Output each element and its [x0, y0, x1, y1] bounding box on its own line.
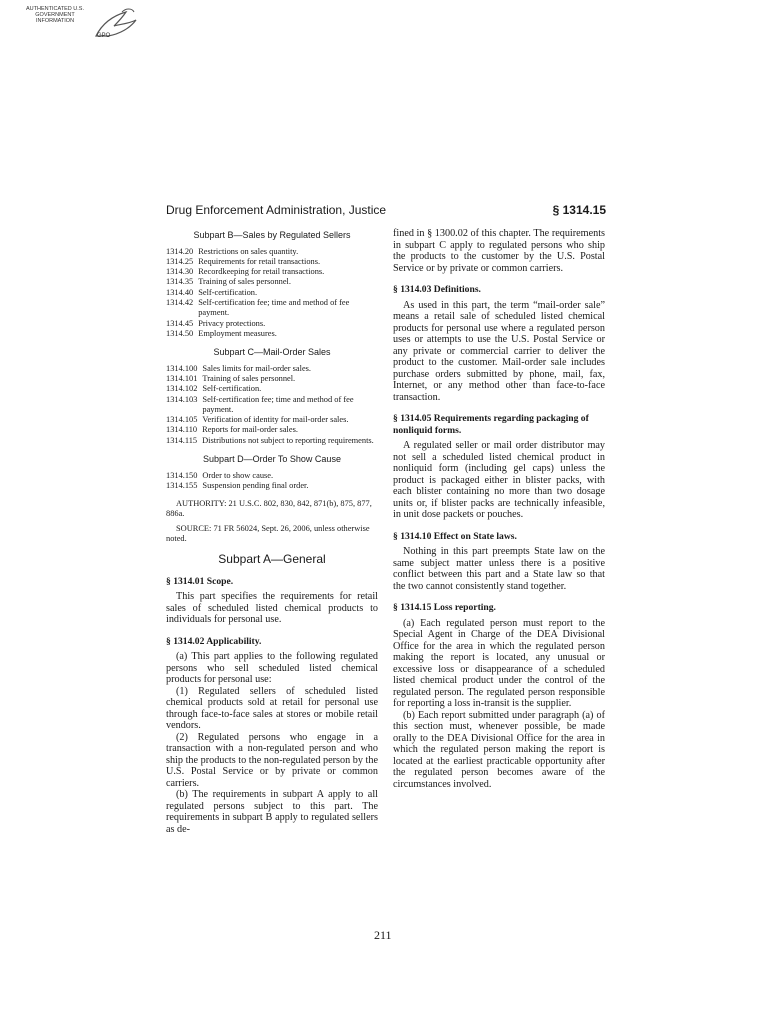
- paragraph-continuation: fined in § 1300.02 of this chapter. The requirements in subpart C apply to regulated persons who ship the products to the customer by the U.S. Postal Service or by private or common carriers.: [393, 228, 605, 274]
- toc-item-title: Self-certification.: [198, 287, 258, 297]
- toc-item-title: Self-certification fee; time and method of fee payment.: [202, 394, 354, 414]
- paragraph: As used in this part, the term “mail-order sale” means a retail sale of scheduled listed chemical products for personal use where a regulated person uses or attempts to use the U.S. Postal Service or any private or commercial carrier to deliver the product to the customer. Mail-order sale includes purchase orders submitted by phone, mail, fax, Internet, or any method other than face-to-face transaction.: [393, 299, 605, 403]
- toc-item: [166, 425, 378, 435]
- toc-item-number: 1314.115: [166, 435, 198, 445]
- toc-item: [166, 415, 378, 425]
- toc-item: [166, 481, 378, 491]
- paragraph: A regulated seller or mail order distributor may not sell a scheduled listed chemical product in nonliquid form (including gel caps) unless the product is packaged either in blister packs, with each blister containing no more than two dosage units or, if blister packs are technically infeasible, in unit dose packets or pouches.: [393, 440, 605, 520]
- toc-item: [166, 364, 378, 374]
- toc-heading: Subpart C—Mail-Order Sales: [213, 347, 331, 358]
- left-column: [166, 228, 378, 835]
- toc-item-number: 1314.150: [166, 470, 198, 480]
- section-heading: § 1314.02 Applicability.: [166, 635, 262, 647]
- paragraph: (a) This part applies to the following regulated persons who sell scheduled listed chemical products for personal use:: [166, 651, 378, 686]
- authentication-seal: [24, 6, 144, 46]
- paragraph: (1) Regulated sellers of scheduled listed chemical products sold at retail for personal use through face-to-face sales at stores or mobile retail vendors.: [166, 685, 378, 732]
- page-number: 211: [374, 928, 392, 942]
- paragraph: (b) The requirements in subpart A apply to all regulated persons subject to this part. The requirements in subpart B apply to regulated sellers as de-: [166, 789, 378, 835]
- section-heading: § 1314.03 Definitions.: [393, 284, 481, 295]
- subpart-a-title: Subpart A—General: [218, 552, 326, 567]
- toc-item-title: Distributions not subject to reporting requirements.: [202, 435, 374, 445]
- toc-item-title: Privacy protections.: [198, 318, 266, 328]
- toc-item: [166, 247, 378, 257]
- toc-subpart-c: [166, 347, 378, 446]
- agency-title: Drug Enforcement Administration, Justice: [166, 203, 387, 217]
- toc-item: [166, 319, 378, 329]
- toc-subpart-d: [166, 454, 378, 491]
- running-head: [166, 203, 606, 219]
- toc-item-title: Order to show cause.: [202, 470, 274, 480]
- toc-item-number: 1314.105: [166, 415, 198, 425]
- section-range: § 1314.15: [552, 203, 606, 217]
- paragraph: Nothing in this part preempts State law on the same subject matter unless there is a positive conflict between this part and a State law so that the two cannot consistently stand together.: [393, 546, 605, 592]
- section-heading: § 1314.05 Requirements regarding packaging of nonliquid forms.: [393, 413, 589, 436]
- toc-item-title: Employment measures.: [198, 328, 277, 338]
- toc-item-title: Self-certification fee; time and method of fee payment.: [198, 297, 350, 318]
- toc-item-number: 1314.100: [166, 363, 198, 373]
- toc-subpart-b: [166, 230, 378, 339]
- toc-item-number: 1314.20: [166, 246, 194, 256]
- seal-text: AUTHENTICATED U.S. GOVERNMENT INFORMATION: [26, 6, 84, 24]
- seal-gpo-label: GPO: [97, 33, 111, 39]
- toc-item-title: Verification of identity for mail-order sales.: [202, 415, 349, 425]
- toc-item-number: 1314.102: [166, 384, 198, 394]
- toc-item-title: Suspension pending final order.: [202, 480, 309, 490]
- toc-item: [166, 288, 378, 298]
- toc-item-title: Self-certification.: [202, 384, 262, 394]
- right-column: [393, 228, 605, 790]
- toc-item-title: Training of sales personnel.: [198, 277, 291, 287]
- toc-item-number: 1314.25: [166, 256, 194, 266]
- toc-item-number: 1314.42: [166, 297, 194, 307]
- toc-heading: Subpart B—Sales by Regulated Sellers: [193, 230, 351, 240]
- section-heading: § 1314.10 Effect on State laws.: [393, 530, 517, 542]
- source-note: SOURCE: 71 FR 56024, Sept. 26, 2006, unless otherwise noted.: [166, 523, 370, 544]
- toc-item: [166, 298, 378, 319]
- toc-item-number: 1314.35: [166, 277, 194, 287]
- toc-item-number: 1314.155: [166, 480, 198, 490]
- toc-item-number: 1314.101: [166, 373, 198, 383]
- toc-item-number: 1314.50: [166, 328, 194, 338]
- toc-item-number: 1314.30: [166, 267, 194, 277]
- toc-item-number: 1314.40: [166, 287, 194, 297]
- paragraph: This part specifies the requirements for retail sales of scheduled listed chemical products to individuals for personal use.: [166, 591, 378, 626]
- section-heading: § 1314.15 Loss reporting.: [393, 602, 496, 613]
- toc-item: [166, 257, 378, 267]
- section-heading: § 1314.01 Scope.: [166, 575, 234, 587]
- toc-item: [166, 436, 378, 446]
- toc-item: [166, 374, 378, 384]
- toc-item: [166, 277, 378, 287]
- toc-item: [166, 395, 378, 416]
- toc-item: [166, 329, 378, 339]
- paragraph: (b) Each report submitted under paragraph (a) of this section must, whenever possible, be made orally to the DEA Divisional Office for the area in which the regulated person making the report is located at the earliest practicable opportunity after the regulated person becomes aware of the circumstances involved.: [393, 709, 605, 790]
- toc-item: [166, 471, 378, 481]
- toc-item: [166, 384, 378, 394]
- paragraph: (2) Regulated persons who engage in a transaction with a non-regulated person and who ship the products to the non-regulated person by the U.S. Postal Service or by private or common carriers.: [166, 731, 378, 789]
- toc-item: [166, 267, 378, 277]
- toc-item-title: Recordkeeping for retail transactions.: [198, 267, 325, 277]
- toc-item-title: Requirements for retail transactions.: [198, 256, 321, 266]
- eagle-icon: [92, 6, 140, 46]
- toc-item-title: Reports for mail-order sales.: [202, 425, 298, 435]
- toc-item-number: 1314.45: [166, 318, 194, 328]
- toc-item-number: 1314.110: [166, 425, 198, 435]
- toc-item-title: Training of sales personnel.: [202, 373, 296, 383]
- toc-item-title: Sales limits for mail-order sales.: [202, 363, 312, 373]
- toc-heading: Subpart D—Order To Show Cause: [203, 454, 341, 465]
- toc-item-number: 1314.103: [166, 394, 198, 404]
- authority-note: AUTHORITY: 21 U.S.C. 802, 830, 842, 871(b), 875, 877, 886a.: [166, 499, 372, 519]
- paragraph: (a) Each regulated person must report to the Special Agent in Charge of the DEA Divisional Office for the area in which the regulated person making the report is located, any unusual or excessive loss or disappearance of a scheduled listed chemical product under the control of the regulated person. The regulated person responsible for reporting a loss in-transit is the supplier.: [393, 617, 605, 709]
- toc-item-title: Restrictions on sales quantity.: [198, 246, 299, 256]
